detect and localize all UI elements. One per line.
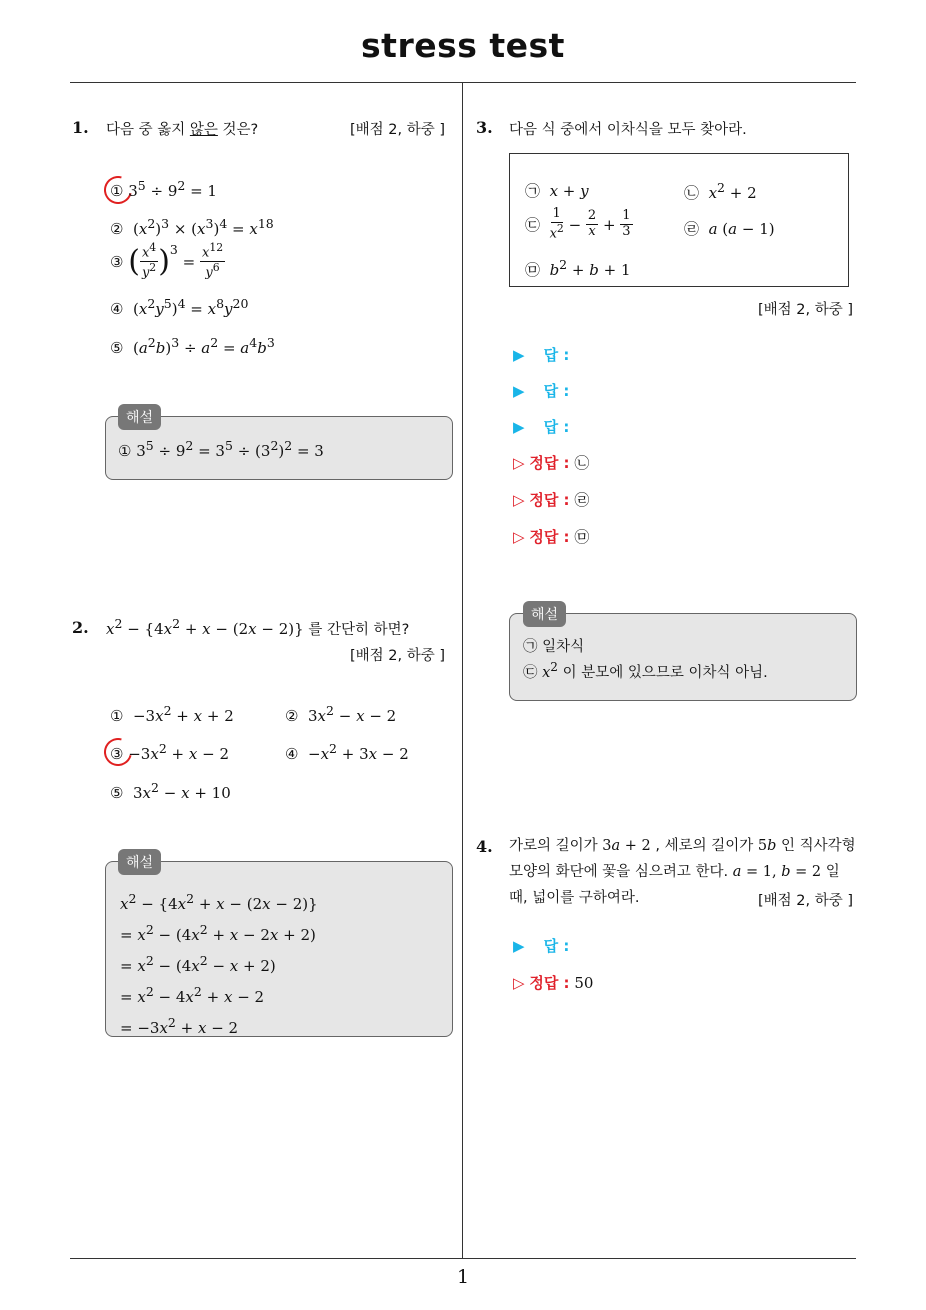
top-rule bbox=[70, 82, 856, 83]
expr-label: ㉤ bbox=[525, 261, 541, 279]
choice-marker: ③ bbox=[110, 252, 124, 271]
q3-expr-d: ㉣ a (a − 1) bbox=[684, 220, 775, 238]
q4-answer-row[interactable] bbox=[513, 935, 569, 956]
q1-text-underlined: 않은 bbox=[189, 122, 218, 138]
answer-label: 답 : bbox=[543, 418, 570, 436]
question-1-number: 1. bbox=[72, 118, 89, 137]
correct-value: 50 bbox=[574, 974, 594, 992]
play-icon: ▶ bbox=[513, 346, 525, 364]
q3-solution-line-2: ㉢ $x^2$ 이 분모에 있으므로 이차식 아님. bbox=[523, 660, 768, 681]
question-1-points: [배점 2, 하중 ] bbox=[350, 122, 446, 138]
choice-marker: ③ bbox=[110, 745, 124, 763]
q3-expr-a: ㉠ x + y bbox=[525, 182, 589, 200]
sol-label: ㉢ bbox=[523, 664, 538, 681]
choice-marker: ⑤ bbox=[110, 784, 124, 802]
bottom-rule bbox=[70, 1258, 856, 1259]
q3-correct-row-3 bbox=[513, 526, 589, 547]
page-number: 1 bbox=[456, 1266, 470, 1288]
triangle-outline-icon: ▷ bbox=[513, 454, 525, 472]
q4-text-f: 때, 넓이를 구하여라. bbox=[509, 890, 640, 906]
q2-choice-4[interactable]: ④ $-x^2 + 3x - 2$ bbox=[285, 741, 409, 763]
question-2-number: 2. bbox=[72, 618, 89, 637]
triangle-outline-icon: ▷ bbox=[513, 491, 525, 509]
question-2-text: $x^2 - \{4x^2 + x - (2x - 2)\}$ 를 간단히 하면? bbox=[106, 616, 410, 638]
q3-expr-e: ㉤ $b^2 + b + 1$ bbox=[525, 257, 631, 279]
q2-choice-1[interactable]: ① $-3x^2 + x + 2$ bbox=[110, 703, 234, 725]
q1-choice-3[interactable]: ③ ( $\frac{x^4}{y^2}$ ) $^3$ = $\frac{x^{12}}{y^6}$ bbox=[110, 241, 224, 281]
expr-label: ㉣ bbox=[684, 220, 700, 238]
expr-label: ㉠ bbox=[525, 182, 541, 200]
q4-correct-row bbox=[513, 972, 593, 993]
page-title: stress test bbox=[361, 26, 565, 65]
q3-answer-row-1[interactable] bbox=[513, 344, 569, 365]
q3-answer-row-2[interactable] bbox=[513, 380, 569, 401]
play-icon: ▶ bbox=[513, 937, 525, 955]
correct-label: 정답 : bbox=[529, 974, 570, 992]
q3-solution-tag: 해설 bbox=[523, 601, 566, 627]
correct-label: 정답 : bbox=[529, 454, 570, 472]
choice-marker: ② bbox=[285, 707, 299, 725]
correct-value: ㉡ bbox=[574, 454, 590, 472]
q2-solution-tag: 해설 bbox=[118, 849, 161, 875]
correct-label: 정답 : bbox=[529, 528, 570, 546]
expr-label: ㉢ bbox=[525, 216, 541, 235]
q1-choice-1[interactable]: ① $3^5 \div 9^2 = 1$ bbox=[110, 178, 217, 200]
q1-text-b: 것은? bbox=[222, 122, 259, 138]
q1-choice-2[interactable]: ② $(x^2)^3 \times (x^3)^4 = x^{18}$ bbox=[110, 216, 274, 238]
choice-marker: ① bbox=[110, 707, 124, 725]
q3-expr-b: ㉡ $x^2 + 2$ bbox=[684, 180, 757, 202]
q2-text: 를 간단히 하면? bbox=[308, 622, 410, 638]
q4-text-c: 인 직사각형 bbox=[780, 838, 856, 854]
q3-correct-row-2 bbox=[513, 489, 589, 510]
correct-label: 정답 : bbox=[529, 491, 570, 509]
question-4-number: 4. bbox=[476, 837, 493, 856]
correct-value: ㉣ bbox=[574, 491, 590, 509]
choice-marker: ④ bbox=[285, 745, 299, 763]
column-divider bbox=[462, 82, 463, 1258]
choice-marker: ② bbox=[110, 220, 124, 238]
question-4-text: 가로의 길이가 3a + 2 , 세로의 길이가 5b 인 직사각형 모양의 화단에 꽃을 심으려고 한다. a = 1, b = 2 일 때, 넓이를 구하여라. bbox=[509, 838, 856, 906]
question-1-text bbox=[106, 118, 258, 139]
question-2-points: [배점 2, 하중 ] bbox=[350, 648, 446, 664]
q1-choice-4[interactable]: ④ $(x^2y^5)^4 = x^8y^{20}$ bbox=[110, 296, 249, 318]
sol-text: 이 분모에 있으므로 이차식 아님. bbox=[562, 664, 768, 681]
q3-solution-line-1: ㉠ 일차식 bbox=[523, 639, 585, 655]
q3-answer-row-3[interactable] bbox=[513, 416, 569, 437]
play-icon: ▶ bbox=[513, 418, 525, 436]
question-4-points: [배점 2, 하중 ] bbox=[758, 893, 854, 909]
q1-choice-5[interactable]: ⑤ $(a^2b)^3 \div a^2 = a^4b^3$ bbox=[110, 335, 275, 357]
q3-expr-c: ㉢ $\frac{1}{x^2}$ − $\frac{2}{x}$ + $\frac{1}{3}$ bbox=[525, 206, 631, 242]
q4-text-a: 가로의 길이가 bbox=[509, 838, 598, 854]
q1-solution-tag: 해설 bbox=[118, 404, 161, 430]
answer-label: 답 : bbox=[543, 382, 570, 400]
question-3-text: 다음 식 중에서 이차식을 모두 찾아라. bbox=[509, 122, 747, 138]
q2-choice-2[interactable]: ② $3x^2 - x - 2$ bbox=[285, 703, 397, 725]
play-icon: ▶ bbox=[513, 382, 525, 400]
q1-text-a: 다음 중 옳지 bbox=[106, 122, 186, 138]
expr-label: ㉡ bbox=[684, 184, 700, 202]
q2-choice-3[interactable]: ③ $-3x^2 + x - 2$ bbox=[110, 741, 229, 763]
q4-text-e: 일 bbox=[825, 864, 840, 880]
q2-choice-5[interactable]: ⑤ $3x^2 - x + 10$ bbox=[110, 780, 231, 802]
triangle-outline-icon: ▷ bbox=[513, 528, 525, 546]
correct-value: ㉤ bbox=[574, 528, 590, 546]
q4-text-d: 모양의 화단에 꽃을 심으려고 한다. bbox=[509, 864, 729, 880]
choice-marker: ④ bbox=[110, 300, 124, 318]
q1-solution-text: ① $3^5 \div 9^2 = 3^5 \div (3^2)^2 = 3$ bbox=[118, 438, 324, 460]
choice-marker: ⑤ bbox=[110, 339, 124, 357]
triangle-outline-icon: ▷ bbox=[513, 974, 525, 992]
q3-correct-row-1 bbox=[513, 452, 589, 473]
q2-solution-text: $x^2 - \{4x^2 + x - (2x - 2)\}$ = $x^2 - (4x^2 + x - 2x + 2)$ = $x^2 - (4x^2 - x + 2)$ = $x^2 - 4x^2 + x - 2$ = $-3x^2 + x - 2$ bbox=[120, 891, 318, 1037]
question-3-points: [배점 2, 하중 ] bbox=[758, 302, 854, 318]
answer-label: 답 : bbox=[543, 346, 570, 364]
question-3-number: 3. bbox=[476, 118, 493, 137]
choice-marker: ① bbox=[110, 182, 124, 200]
q4-text-b: , 세로의 길이가 bbox=[655, 838, 754, 854]
answer-label: 답 : bbox=[543, 937, 570, 955]
